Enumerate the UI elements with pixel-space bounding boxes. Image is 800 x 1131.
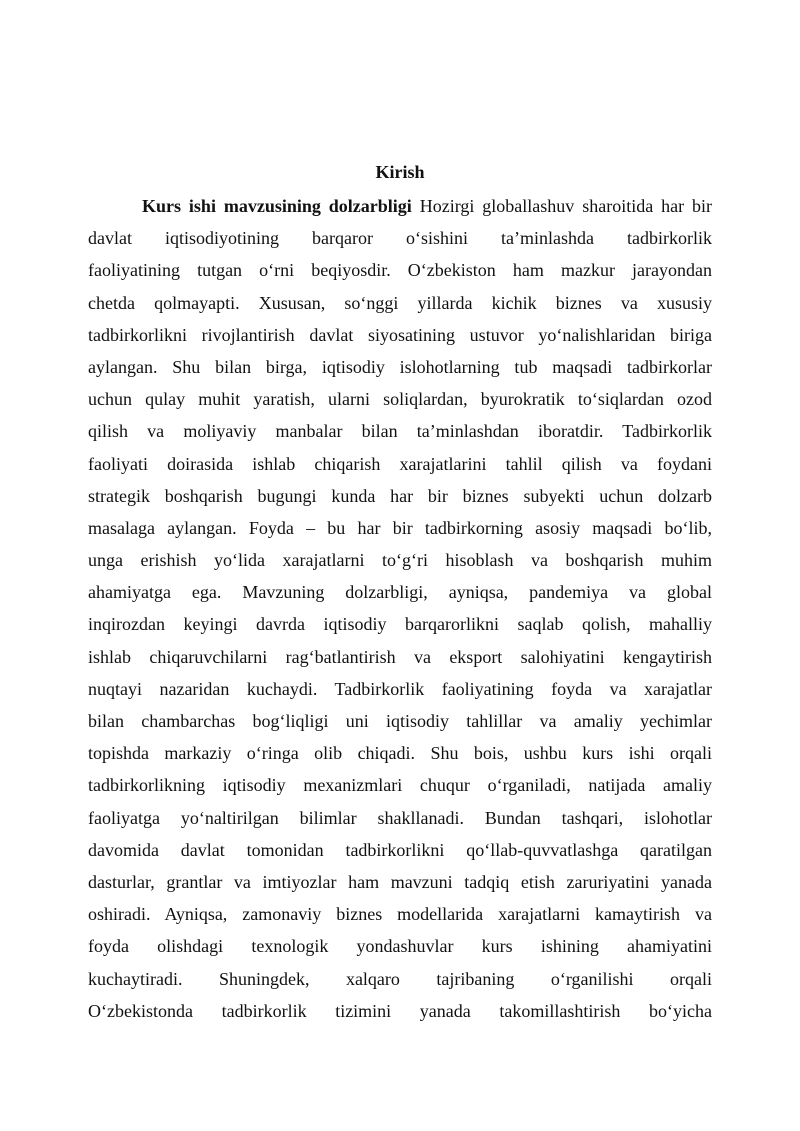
paragraph-line: tadbirkorlikning iqtisodiy mexanizmlari chuqur o‘rganiladi, natijada amaliy bbox=[88, 775, 712, 796]
paragraph-line: faoliyatining tutgan o‘rni beqiyosdir. O‘zbekiston ham mazkur jarayondan bbox=[88, 260, 712, 281]
paragraph-line: faoliyatga yo‘naltirilgan bilimlar shakllanadi. Bundan tashqari, islohotlar bbox=[88, 807, 712, 828]
section-heading: Kirish bbox=[375, 162, 425, 182]
paragraph-line: bilan chambarchas bog‘liqligi uni iqtisodiy tahlillar va amaliy yechimlar bbox=[88, 711, 712, 731]
paragraph-line: unga erishish yo‘lida xarajatlarni to‘g‘ri hisoblash va boshqarish muhim bbox=[88, 550, 712, 571]
paragraph-line: faoliyati doirasida ishlab chiqarish xarajatlarini tahlil qilish va foydani bbox=[88, 453, 712, 474]
paragraph-line: O‘zbekistonda tadbirkorlik tizimini yanada takomillashtirish bo‘yicha bbox=[88, 1000, 712, 1021]
paragraph-line: aylangan. Shu bilan birga, iqtisodiy islohotlarning tub maqsadi tadbirkorlar bbox=[88, 356, 712, 377]
paragraph-line: kuchaytiradi. Shuningdek, xalqaro tajribaning o‘rganilishi orqali bbox=[88, 968, 712, 989]
paragraph-line: ahamiyatga ega. Mavzuning dolzarbligi, ayniqsa, pandemiya va global bbox=[88, 582, 712, 603]
paragraph-line: dasturlar, grantlar va imtiyozlar ham mavzuni tadqiq etish zaruriyatini yanada bbox=[88, 871, 712, 892]
paragraph-line: strategik boshqarish bugungi kunda har bir biznes subyekti uchun dolzarb bbox=[88, 485, 712, 506]
paragraph-lead-bold: Kurs ishi mavzusining dolzarbligi bbox=[142, 196, 412, 216]
paragraph-line: topishda markaziy o‘ringa olib chiqadi. Shu bois, ushbu kurs ishi orqali bbox=[88, 743, 712, 764]
paragraph-line: qilish va moliyaviy manbalar bilan ta’minlashdan iboratdir. Tadbirkorlik bbox=[88, 421, 712, 442]
paragraph-line: ishlab chiqaruvchilarni rag‘batlantirish va eksport salohiyatini kengaytirish bbox=[88, 646, 712, 667]
paragraph-first-line-text: Hozirgi globallashuv sharoitida har bir bbox=[411, 196, 712, 216]
paragraph-line: oshiradi. Ayniqsa, zamonaviy biznes modellarida xarajatlarni kamaytirish va bbox=[88, 904, 712, 925]
paragraph-line: masalaga aylangan. Foyda – bu har bir tadbirkorning asosiy maqsadi bo‘lib, bbox=[88, 517, 712, 538]
paragraph-line: foyda olishdagi texnologik yondashuvlar kurs ishining ahamiyatini bbox=[88, 936, 712, 957]
paragraph-line: nuqtayi nazaridan kuchaydi. Tadbirkorlik faoliyatining foyda va xarajatlar bbox=[88, 678, 712, 699]
paragraph-first-line bbox=[88, 190, 712, 222]
paragraph-line: davomida davlat tomonidan tadbirkorlikni qo‘llab-quvvatlashga qaratilgan bbox=[88, 839, 712, 860]
paragraph-line: uchun qulay muhit yaratish, ularni soliqlardan, byurokratik to‘siqlardan ozod bbox=[88, 389, 712, 410]
paragraph-line: chetda qolmayapti. Xususan, so‘nggi yillarda kichik biznes va xususiy bbox=[88, 292, 712, 313]
paragraph-line: tadbirkorlikni rivojlantirish davlat siyosatining ustuvor yo‘nalishlaridan biriga bbox=[88, 324, 712, 345]
paragraph-line: inqirozdan keyingi davrda iqtisodiy barqarorlikni saqlab qolish, mahalliy bbox=[88, 614, 712, 635]
paragraph-body bbox=[88, 190, 712, 1027]
paragraph-line: davlat iqtisodiyotining barqaror o‘sishini ta’minlashda tadbirkorlik bbox=[88, 228, 712, 249]
